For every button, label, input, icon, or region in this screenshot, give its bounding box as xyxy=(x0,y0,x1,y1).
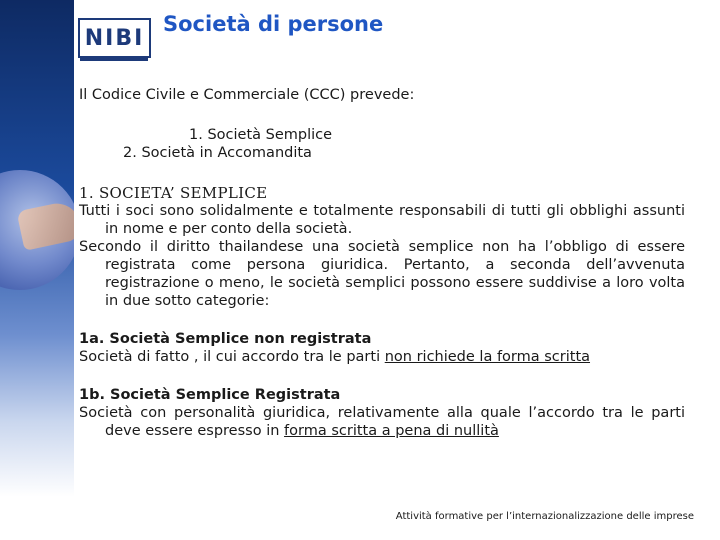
subsection-a-text xyxy=(79,348,685,366)
section-paragraph-1: Tutti i soci sono solidalmente e totalmente responsabili di tutti gli obblighi assunti in nome e per conto della società. xyxy=(79,203,685,237)
subsection-b-link[interactable]: forma scritta a pena di nullità xyxy=(284,423,499,439)
subsection-b-heading: 1b. Società Semplice Registrata xyxy=(79,387,341,403)
list-item-2: 2. Società in Accomandita xyxy=(123,145,312,161)
nibi-logo xyxy=(78,18,151,58)
decorative-side-band xyxy=(0,0,74,540)
footer-text: Attività formative per l’internazionalizzazione delle imprese xyxy=(395,511,694,522)
spacer xyxy=(79,366,685,386)
section-paragraph-2: Secondo il diritto thailandese una società semplice non ha l’obbligo di essere registrata come persona giuridica. Pertanto, a seconda dell’avvenuta registrazione o meno, le società semplici possono essere suddivise a loro volta in due sotto categorie: xyxy=(79,239,685,309)
subsection-b-body: Società con personalità giuridica, relativamente alla quale l’accordo tra le parti deve essere espresso in xyxy=(79,405,685,439)
page-title: Società di persone xyxy=(163,12,384,36)
subsection-a-heading: 1a. Società Semplice non registrata xyxy=(79,331,372,347)
subsection-a-body: Società di fatto , il cui accordo tra le parti xyxy=(79,349,385,365)
spacer xyxy=(79,310,685,330)
list-item-1: 1. Società Semplice xyxy=(189,127,333,143)
subsection-b-text xyxy=(79,404,685,440)
intro-text: Il Codice Civile e Commerciale (CCC) prevede: xyxy=(79,87,415,103)
section-heading: 1. SOCIETA’ SEMPLICE xyxy=(79,184,268,202)
logo-underline xyxy=(80,58,148,61)
logo-text: NIBI xyxy=(84,25,145,51)
subsection-a-link[interactable]: non richiede la forma scritta xyxy=(384,349,591,365)
slide-content xyxy=(79,86,685,440)
